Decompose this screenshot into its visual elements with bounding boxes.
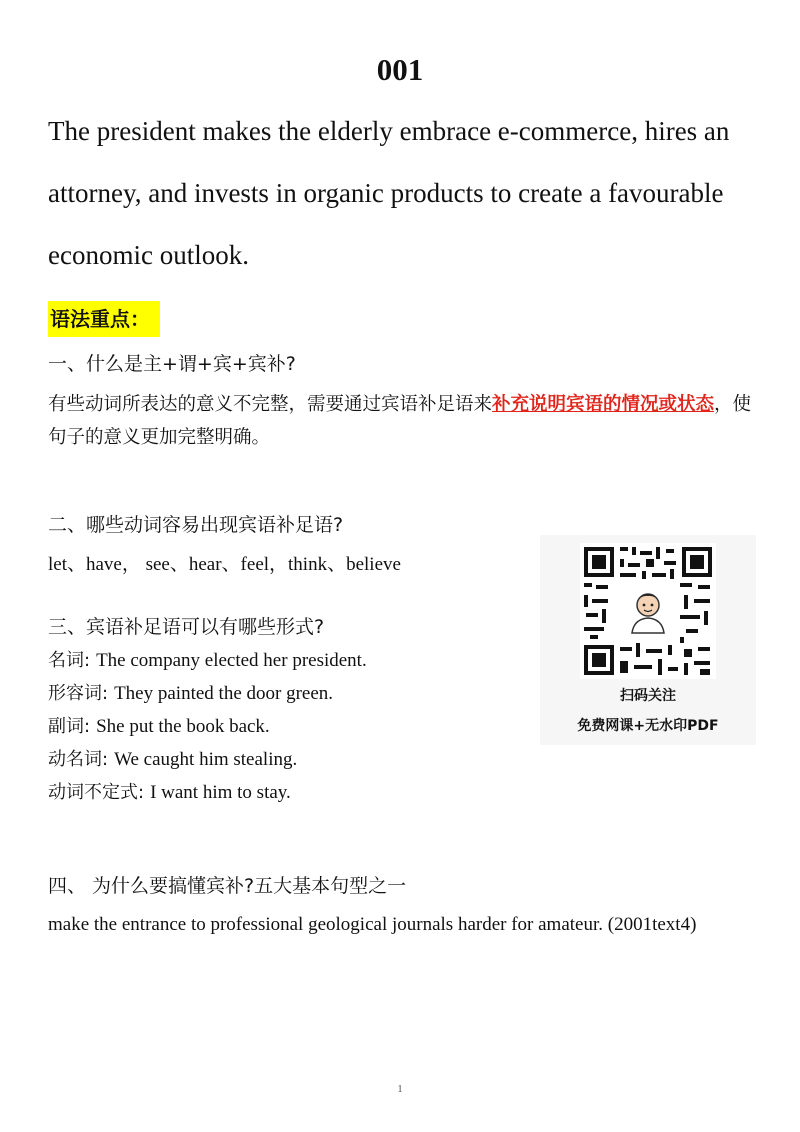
question-4: 四、 为什么要搞懂宾补?五大基本句型之一 bbox=[48, 875, 407, 897]
definition-highlight: 补充说明宾语的情况或状态 bbox=[492, 394, 715, 415]
verb-list: let、have， see、hear、feel，think、believe bbox=[48, 554, 401, 575]
qr-code-card bbox=[540, 535, 756, 745]
example-label: 副词: bbox=[48, 716, 91, 737]
question-2: 二、哪些动词容易出现宾语补足语? bbox=[48, 514, 344, 536]
qr-code-icon[interactable] bbox=[580, 543, 716, 679]
example-sentence: The president makes the elderly embrace e-commerce, hires an attorney, and invests in organic products to create a favourable economic outlook. bbox=[48, 116, 730, 270]
example-text: The company elected her president. bbox=[96, 650, 367, 671]
example-row bbox=[48, 646, 367, 672]
example-row bbox=[48, 745, 297, 771]
grammar-focus-tag: 语法重点： bbox=[48, 301, 160, 337]
example-text: They painted the door green. bbox=[114, 683, 334, 704]
example-label: 动词不定式: bbox=[48, 782, 145, 803]
qr-caption-line-1: 扫码关注 bbox=[620, 688, 676, 704]
definition-paragraph bbox=[48, 388, 763, 454]
page-title: 001 bbox=[376, 52, 424, 87]
definition-text-after: ，使句子的意义更加完整明确。 bbox=[48, 394, 752, 448]
question-1: 一、什么是主+谓+宾+宾补? bbox=[48, 353, 296, 375]
example-text: We caught him stealing. bbox=[114, 749, 298, 770]
definition-text-before: 有些动词所表达的意义不完整，需要通过宾语补足语来 bbox=[48, 394, 493, 415]
example-label: 形容词: bbox=[48, 683, 109, 704]
example-label: 动名词: bbox=[48, 749, 109, 770]
question-3: 三、宾语补足语可以有哪些形式? bbox=[48, 616, 325, 638]
example-row bbox=[48, 712, 270, 738]
example-text: I want him to stay. bbox=[150, 782, 291, 803]
example-row bbox=[48, 778, 291, 804]
example-row bbox=[48, 679, 333, 705]
qr-caption-line-2: 免费网课+无水印PDF bbox=[577, 718, 719, 734]
page-number: 1 bbox=[397, 1083, 403, 1095]
exam-sentence: make the entrance to professional geological journals harder for amateur. (2001text4) bbox=[48, 914, 697, 935]
example-text: She put the book back. bbox=[96, 716, 270, 737]
example-label: 名词: bbox=[48, 650, 91, 671]
